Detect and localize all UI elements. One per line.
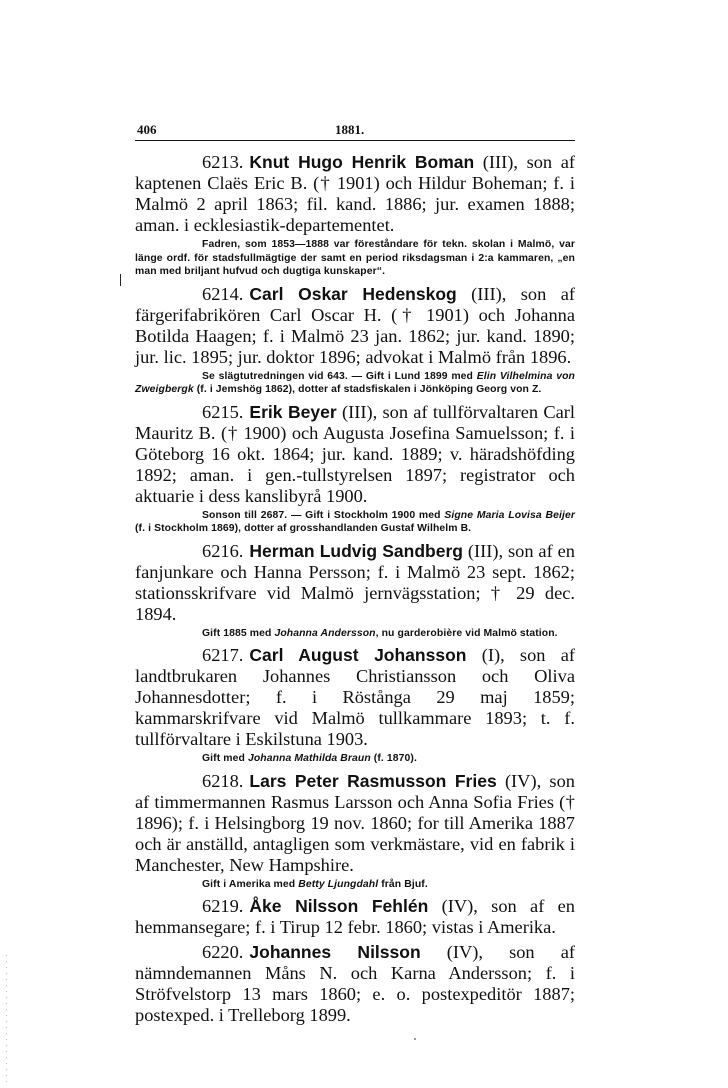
entry-note (135, 238, 575, 279)
entry (135, 896, 575, 942)
entry-name: Johannes Nilsson (249, 942, 421, 962)
note-spouse-name: Signe Maria Lovisa Beijer (444, 509, 575, 521)
entry-number: 6219. (202, 896, 244, 916)
entry-body: (IV), son af nämndemannen Måns N. och Karna Andersson; f. i Ströfvelstorp 13 mars 1860; e. o. postexpeditör 1887; postexped. i Trelleborg 1899. (135, 942, 575, 1025)
entry-number: 6215. (202, 401, 244, 422)
entry-name: Carl Oskar Hedenskog (249, 283, 457, 304)
note-text: Sonson till 2687. — Gift i Stockholm 1900 med (202, 509, 445, 521)
entry (135, 645, 575, 766)
margin-mark (120, 274, 121, 286)
note-spouse-name: Elin Vilhelmina von Zweigbergk (135, 370, 575, 395)
entry (135, 402, 575, 536)
note-text: (f. i Stockholm 1869), dotter af grosshandlanden Gustaf Wilhelm B. (135, 523, 472, 534)
entry-number: 6217. (202, 645, 244, 665)
entry-name: Erik Beyer (249, 401, 337, 422)
entry-main-text (135, 284, 575, 368)
entry-main-text (135, 402, 575, 507)
scan-speck (414, 1038, 416, 1040)
note-spouse-name: Betty Ljungdahl (298, 878, 379, 890)
note-text: (f. i Jemshög 1862), dotter af stadsfiskalen i Jönköping Georg von Z. (193, 384, 542, 395)
entry-number: 6218. (202, 770, 244, 791)
note-text: från Bjuf. (378, 878, 428, 890)
entry-number: 6216. (202, 540, 244, 561)
note-spouse-name: Johanna Andersson (274, 627, 376, 639)
entry (135, 152, 575, 279)
entries-list (135, 152, 575, 1030)
entry-note (135, 370, 575, 397)
year-heading: 1881. (335, 122, 365, 137)
entry-note (135, 627, 575, 641)
note-text: Gift i Amerika med (202, 878, 299, 890)
entry-note (135, 509, 575, 536)
entry-body: (IV), son af timmermannen Rasmus Larsson och Anna Sofia Fries († 1896); f. i Helsingborg 19 nov. 1860; for till Amerika 1887 och är anställd, antagligen som verkmästare, vid en fabrik i Manchester, New Hampshire. (135, 770, 575, 875)
entry-main-text (135, 942, 575, 1026)
entry-name: Herman Ludvig Sandberg (249, 540, 463, 561)
entry-name: Knut Hugo Henrik Boman (249, 152, 475, 172)
entry-number: 6220. (202, 942, 244, 962)
entry-number: 6213. (202, 152, 244, 172)
entry-number: 6214. (202, 283, 244, 304)
entry (135, 284, 575, 397)
note-text: Se slägtutredningen vid 643. — Gift i Lund 1899 med (202, 370, 477, 382)
note-text: , nu garderobière vid Malmö station. (375, 627, 558, 639)
entry-note (135, 752, 575, 766)
note-spouse-name: Johanna Mathilda Braun (247, 753, 371, 764)
entry-name: Lars Peter Rasmusson Fries (249, 770, 497, 791)
entry-note (135, 878, 575, 892)
entry (135, 541, 575, 641)
note-text: Gift med (202, 753, 248, 764)
entry-body: (I), son af landtbrukaren Johannes Christiansson och Oliva Johannesdotter; f. i Röstånga 29 maj 1859; kammarskrifvare vid Malmö tullkammare 1893; t. f. tullförvaltare i Eskilstuna 1903. (135, 645, 575, 749)
entry-body: (III), son af kaptenen Claës Eric B. († 1901) och Hildur Boheman; f. i Malmö 2 april 1863; fil. kand. 1886; jur. examen 1888; aman. i ecklesiastik-departementet. (135, 152, 575, 235)
entry-name: Carl August Johansson (249, 645, 467, 665)
entry-main-text (135, 896, 575, 938)
scan-edge-dots (6, 955, 7, 1085)
entry-main-text (135, 152, 575, 236)
note-text: Gift 1885 med (202, 627, 275, 639)
entry-spacer (135, 1026, 575, 1030)
entry-main-text (135, 771, 575, 876)
note-text: (f. 1870). (370, 753, 417, 764)
entry-main-text (135, 645, 575, 750)
running-head (135, 120, 575, 141)
entry-name: Åke Nilsson Fehlén (249, 896, 429, 916)
entry-main-text (135, 541, 575, 625)
entry (135, 771, 575, 892)
note-text: Fadren, som 1853—1888 var föreståndare för tekn. skolan i Malmö, var länge ordf. för stadsfullmägtige der samt en period riksdagsman i 2:a kammaren, „en man med briljant hufvud och dugtiga kunskaper“. (135, 239, 575, 277)
entry-body: (III), son af färgerifabrikören Carl Oscar H. († 1901) och Johanna Botilda Haagen; f. i Malmö 23 jan. 1862; jur. kand. 1890; jur. lic. 1895; jur. doktor 1896; advokat i Malmö från 1896. (135, 283, 575, 367)
entry-body: (IV), son af en hemmansegare; f. i Tirup 12 febr. 1860; vistas i Amerika. (135, 896, 575, 937)
entry-body: (III), son af tullförvaltaren Carl Mauritz B. († 1900) och Augusta Josefina Samuelsson; f. i Göteborg 16 okt. 1864; jur. kand. 1889; v. häradshöfding 1892; aman. i gen.-tullstyrelsen 1897; registrator och aktuarie i dess kanslibyrå 1900. (135, 401, 576, 506)
entry-body: (III), son af en fanjunkare och Hanna Persson; f. i Malmö 23 sept. 1862; stationsskrifvare vid Malmö jernvägsstation; † 29 dec. 1894. (135, 540, 575, 624)
entry (135, 942, 575, 1030)
page-number: 406 (137, 122, 157, 137)
